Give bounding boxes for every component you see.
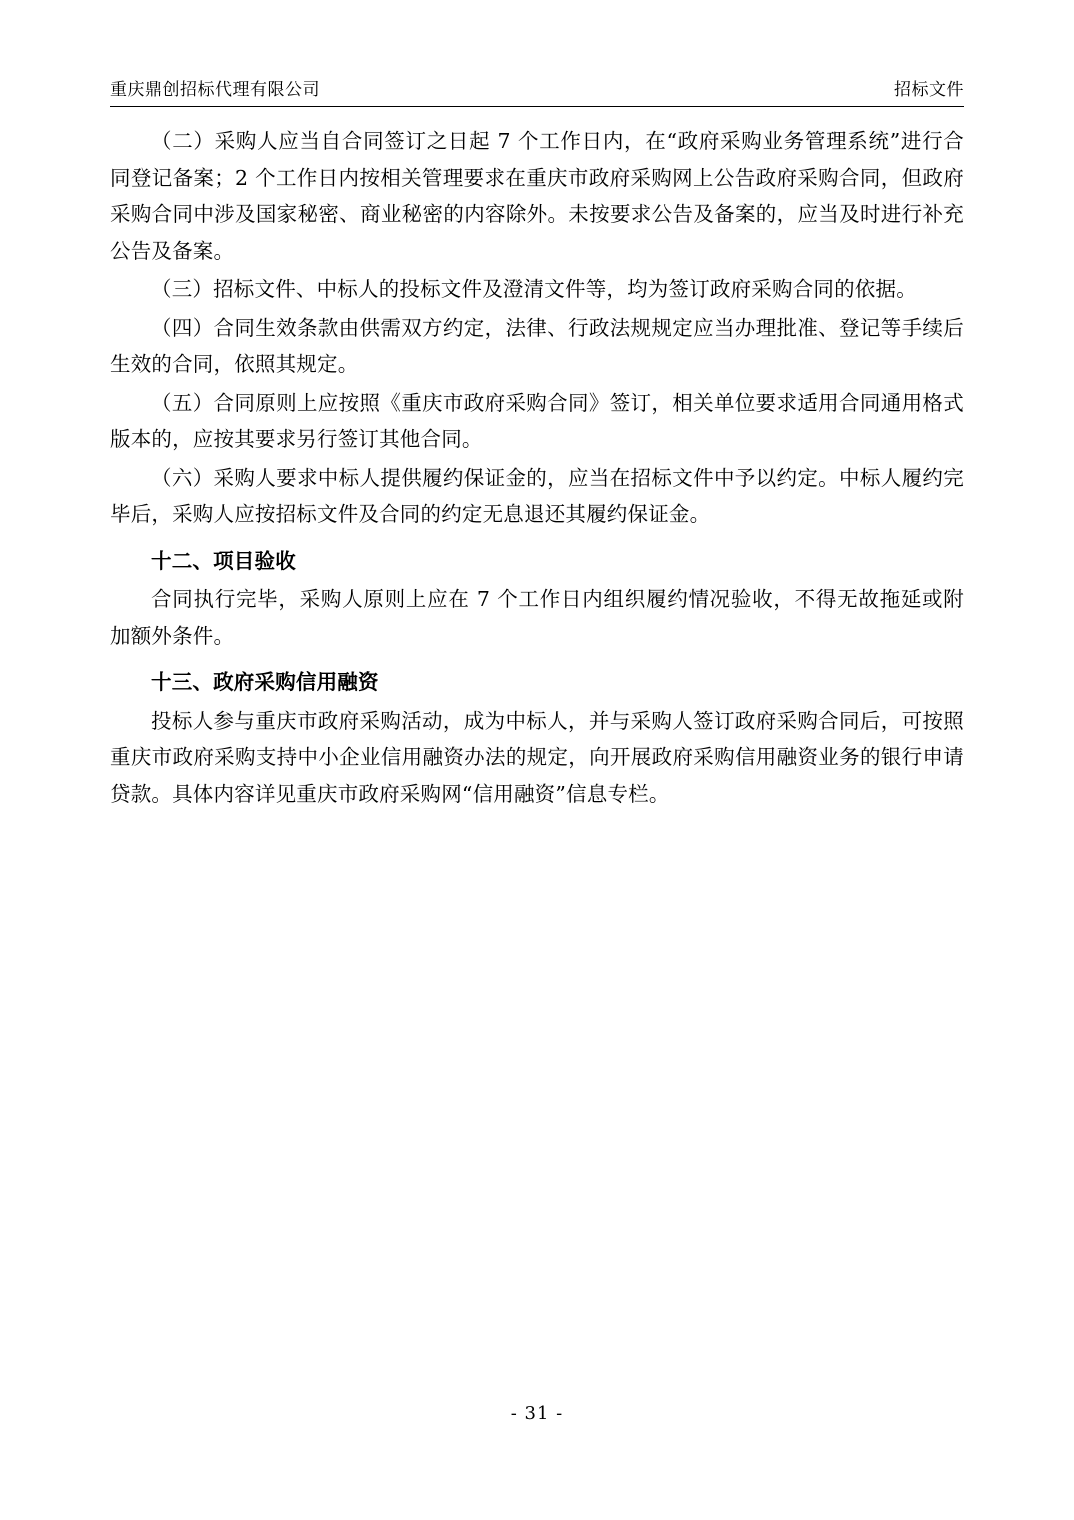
- paragraph-4: （四）合同生效条款由供需双方约定，法律、行政法规规定应当办理批准、登记等手续后生效的合同，依照其规定。: [110, 315, 964, 377]
- section-13-paragraph: 投标人参与重庆市政府采购活动，成为中标人，并与采购人签订政府采购合同后，可按照重庆市政府采购支持中小企业信用融资办法的规定，向开展政府采购信用融资业务的银行申请贷款。具体内容详见重庆市政府采购网“信用融资”信息专栏。: [110, 708, 964, 806]
- section-12-paragraph: 合同执行完毕，采购人原则上应在 7 个工作日内组织履约情况验收，不得无故拖延或附加额外条件。: [110, 587, 964, 648]
- section-12-heading: 十二、项目验收: [151, 548, 296, 573]
- paragraph-3: （三）招标文件、中标人的投标文件及澄清文件等，均为签订政府采购合同的依据。: [151, 277, 917, 302]
- page-header: [110, 80, 964, 107]
- paragraph-2: （二）采购人应当自合同签订之日起 7 个工作日内，在“政府采购业务管理系统”进行合同登记备案；2 个工作日内按相关管理要求在重庆市政府采购网上公告政府采购合同，但政府采购合同中涉及国家秘密、商业秘密的内容除外。未按要求公告及备案的，应当及时进行补充公告及备案。: [110, 129, 964, 263]
- section-13-heading: 十三、政府采购信用融资: [151, 670, 379, 695]
- header-document-title: 招标文件: [894, 80, 964, 100]
- header-company-name: 重庆鼎创招标代理有限公司: [110, 80, 320, 100]
- page-number-footer: - 31 -: [510, 1403, 564, 1424]
- paragraph-5: （五）合同原则上应按照《重庆市政府采购合同》签订，相关单位要求适用合同通用格式版本的，应按其要求另行签订其他合同。: [110, 390, 964, 452]
- document-body: [110, 123, 964, 812]
- paragraph-6: （六）采购人要求中标人提供履约保证金的，应当在招标文件中予以约定。中标人履约完毕后，采购人应按招标文件及合同的约定无息退还其履约保证金。: [110, 465, 964, 527]
